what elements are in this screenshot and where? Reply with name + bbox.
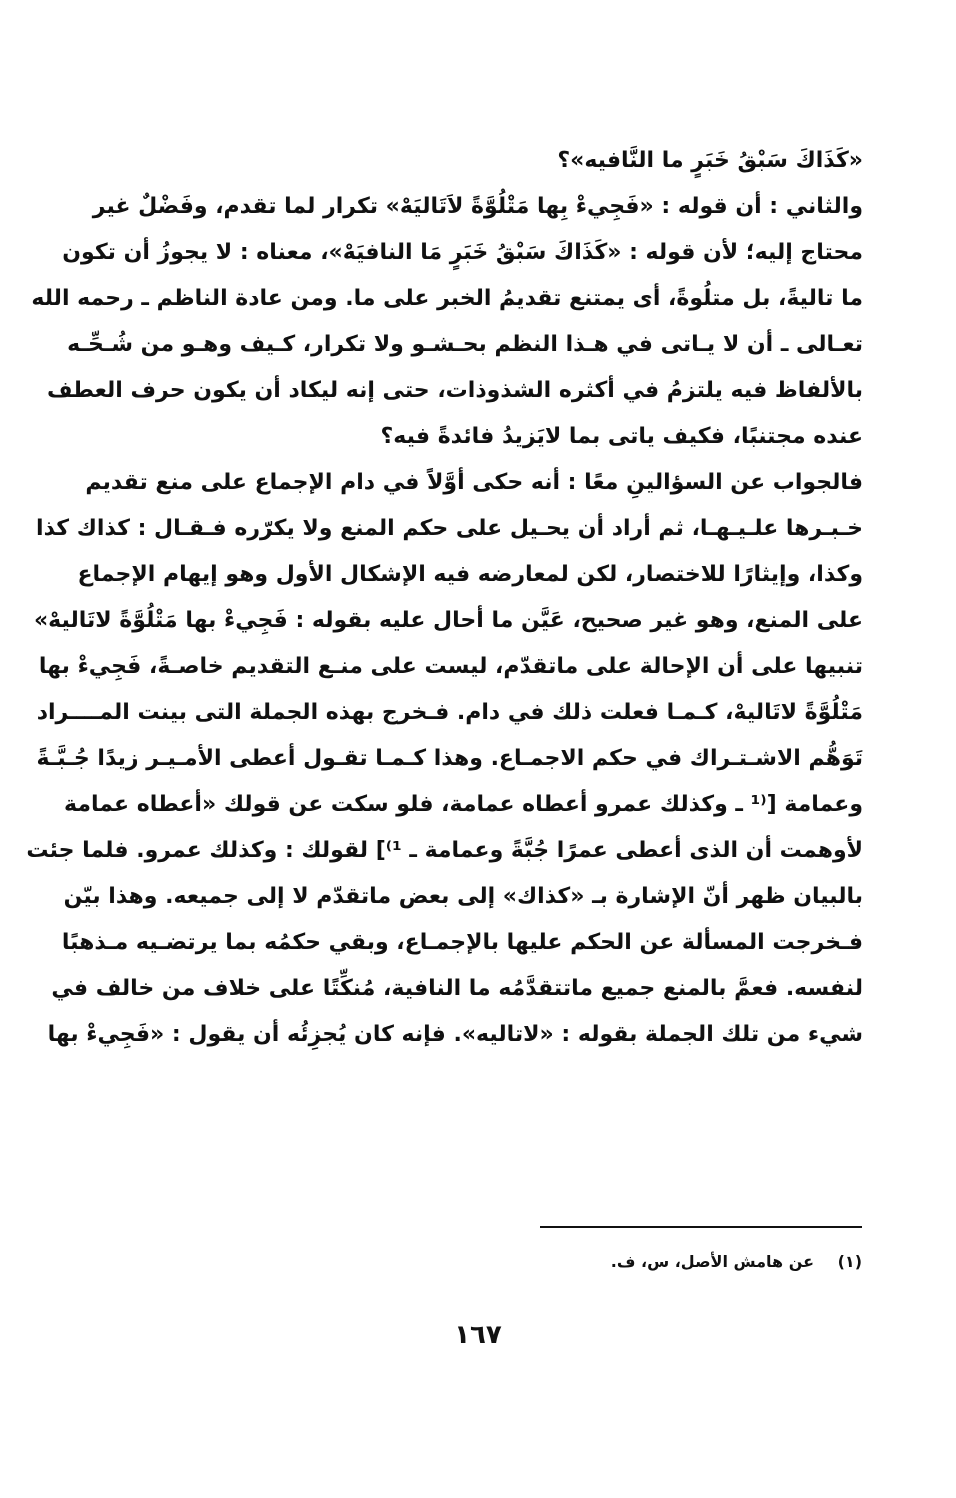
main-text [26, 138, 863, 1058]
page-number: ١٦٧ [454, 1320, 502, 1350]
text-line: بالألفاظ فيه يلتزمُ في أكثره الشذوذات، حتى إنه ليكاد أن يكون حرف العطف [46, 378, 863, 403]
text-line: وكذا، وإيثارًا للاختصار، لكن لمعارضه فيه الإشكال الأول وهو إيهام الإجماع [77, 562, 863, 587]
text-line: تَوَهُّم الاشـتـراك في حكم الاجمـاع. وهذا كـمـا تقـول أعطى الأمـيـر زيدًا جُـبَّـةً [36, 746, 863, 771]
text-line: وعمامة [⁽¹ ـ وكذلك عمرو أعطاه عمامة، فلو سكت عن قولك «أعطاه عمامة [64, 792, 863, 817]
footnote-divider [540, 1226, 862, 1228]
footnote-number: (١) [837, 1252, 862, 1271]
text-line: على المنع، وهو غير صحيح، عَيَّن ما أحال عليه بقوله : فَجِيءْ بها مَتْلُوَّةً لاتَاليهْ» [33, 608, 863, 633]
footnote-text: عن هامش الأصل، س، ف. [610, 1252, 815, 1271]
text-line: «كَذَاكَ سَبْقُ خَبَرٍ ما النَّافيه»؟ [557, 148, 863, 173]
text-line: مَتْلُوَّةً لاتَاليهْ، كـمـا فعلت ذلك في دام. فـخرج بهذه الجملة التى بينت المــــراد [36, 700, 863, 725]
footnote [500, 1250, 862, 1274]
text-line: فـخرجت المسألة عن الحكم عليها بالإجمـاع، وبقي حكمُه بما يرتضـيه مـذهبًا [61, 930, 863, 955]
text-line: ما تاليةً، بل متلُوةً، أى يمتنع تقديمُ الخبر على ما. ومن عادة الناظم ـ رحمه الله [31, 286, 863, 311]
text-line: محتاج إليه؛ لأن قوله : «كَذَاكَ سَبْقُ خَبَرٍ مَا النافيَهْ»، معناه : لا يجوزُ أن تكون [62, 240, 863, 265]
text-line: تعـالى ـ أن لا يـاتى في هـذا النظم بحـشـو ولا تكرار، كـيف وهـو من شُـحِّـه [67, 332, 863, 357]
text-line: لأوهمت أن الذى أعطى عمرًا جُبَّةً وعمامة ـ ¹⁾] لقولك : وكذلك عمرو. فلما جئت [26, 838, 863, 863]
text-line: شيء من تلك الجملة بقوله : «لاتاليه». فإنه كان يُجزِئُه أن يقول : «فَجِيءْ بها [47, 1022, 863, 1047]
text-line: تنبيها على أن الإحالة على ماتقدّم، ليست على منـع التقديم خاصـةً، فَجِيءْ بها [38, 654, 863, 679]
text-line: عنده مجتنبًا، فكيف ياتى بما لايَزيدُ فائدةً فيه؟ [380, 424, 863, 449]
text-line: خـبـرها علـيـهـا، ثم أراد أن يحـيل على حكم المنع ولا يكرّره فـقـال : كذاك كذا [36, 516, 863, 541]
text-line: لنفسه. فعمَّ بالمنع جميع ماتتقدَّمُه ما النافية، مُنكِّتًا على خلاف من خالف في [51, 976, 863, 1001]
text-line: والثاني : أن قوله : «فَجِيءْ بِها مَتْلُوَّةً لاَتَاليَهْ» تكرار لما تقدم، وفَضْلٌ غير [92, 194, 863, 219]
text-line: بالبيان ظهر أنّ الإشارة بـ «كذاك» إلى بعض ماتقدّم لا إلى جميعه. وهذا بيّن [63, 884, 863, 909]
text-line: فالجواب عن السؤالينِ معًا : أنه حكى أوَّلاً في دام الإجماع على منع تقديم [85, 470, 863, 495]
